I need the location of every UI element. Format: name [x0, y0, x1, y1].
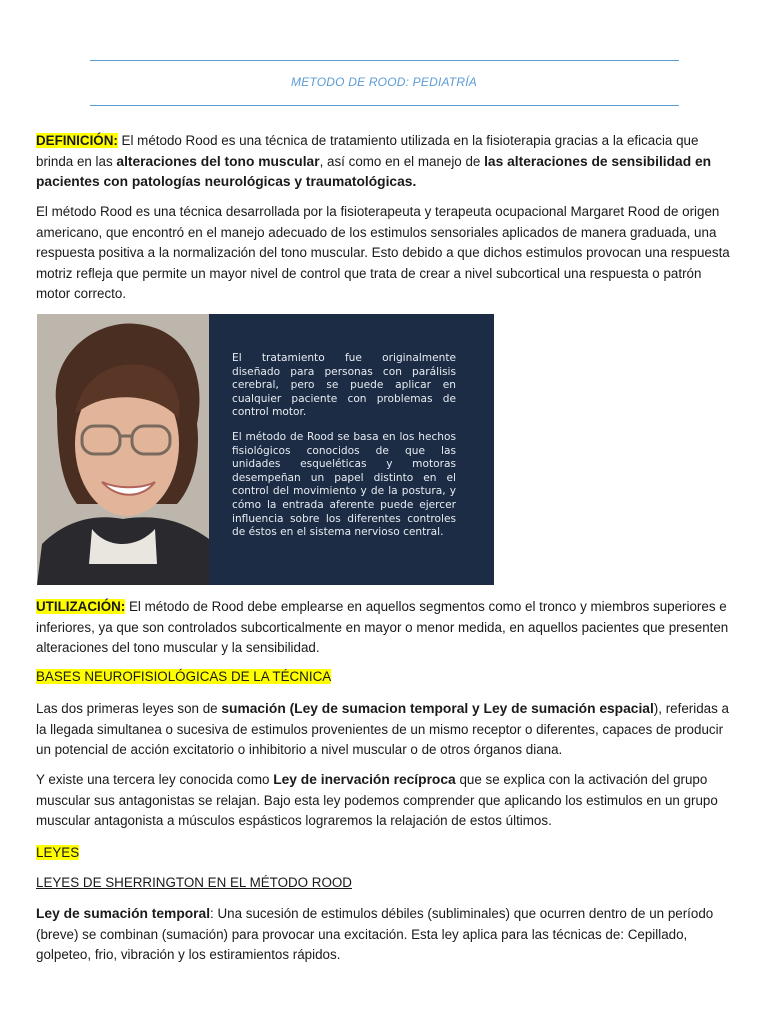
bases-heading-line [36, 667, 736, 688]
temporal-law-text: : Una sucesión de estimulos débiles (subliminales) que ocurren dentro de un período (breve) se combinan (sumación) para provocar una excitación. Esta ley aplica para las técnicas de: Cepillado, golpeteo, frio, vibración y los estiramientos rápidos. [36, 906, 714, 962]
sherrington-heading [36, 873, 736, 894]
utilization-paragraph [36, 597, 736, 659]
temporal-law-label: Ley de sumación temporal [36, 906, 211, 921]
definition-bold-1: alteraciones del tono muscular [116, 153, 320, 169]
bases-p2-text-1: Y existe una tercera ley conocida como [36, 772, 274, 787]
definition-text-2: , así como en el manejo de [319, 153, 485, 169]
sherrington-heading-text: LEYES DE SHERRINGTON EN EL MÉTODO ROOD [36, 875, 352, 890]
rood-info-panel [209, 314, 494, 585]
margaret-rood-portrait [37, 314, 209, 585]
utilization-text: El método de Rood debe emplearse en aquellos segmentos como el tronco y miembros superiores e inferiores, ya que son controlados subcorticalmente en mayor o menor medida, en aquellos pacientes que presenten alteraciones del tono muscular y la sensibilidad. [36, 599, 729, 655]
bases-p1-bold: sumación (Ley de sumacion temporal y Ley de sumación espacial [221, 701, 654, 716]
bases-paragraph-2 [36, 770, 736, 832]
bases-p2-bold: Ley de inervación recíproca [273, 772, 456, 787]
bases-heading: BASES NEUROFISIOLÓGICAS DE LA TÉCNICA [36, 669, 332, 684]
panel-paragraph-2: El método de Rood se basa en los hechos fisiológicos conocidos de que las unidades esqueléticas y motoras desempeñan un papel distinto en el control del movimiento y de la postura, y cómo la entrada aferente puede ejercer influencia sobre los diferentes controles de éstos en el sistema nervioso central. [232, 430, 456, 539]
leyes-heading: LEYES [36, 845, 80, 860]
utilization-label: UTILIZACIÓN: [36, 599, 126, 614]
bases-p2-text-2: que se explica con la activación del grupo muscular sus antagonistas se relajan. Bajo esta ley podemos comprender que aplicando los estimulos en un grupo muscular antagonista a músculos espásticos lograremos la relajación de estos últimos. [36, 772, 718, 828]
panel-paragraph-1: El tratamiento fue originalmente diseñado para personas con parálisis cerebral, pero se puede aplicar en cualquier paciente con problemas de control motor. [232, 352, 456, 419]
origin-paragraph: El método Rood es una técnica desarrollada por la fisioterapeuta y terapeuta ocupacional Margaret Rood de origen americano, que encontró en el manejo adecuado de los estimulos sensoriales aplicados de manera graduada, una respuesta positiva a la normalización del tono muscular. Esto debido a que dichos estimulos provocan una respuesta motriz refleja que permite un mayor nivel de control que trata de crear a nivel subcortical una respuesta o patrón motor correcto. [36, 204, 730, 301]
bases-p1-text-1: Las dos primeras leyes son de [36, 701, 222, 716]
bases-p1-text-2: ), referidas a la llegada simultanea o sucesiva de estimulos provenientes de un mismo receptor o diferentes, capaces de producir un potencial de acción excitatorio o inhibitorio a nivel muscular o de otros órganos diana. [36, 701, 729, 757]
rood-image-figure [37, 314, 494, 585]
page-header-title: METODO DE ROOD: PEDIATRÍA [291, 75, 477, 89]
temporal-law-paragraph [36, 904, 736, 966]
leyes-heading-line [36, 843, 736, 864]
definition-bold-2: las alteraciones de sensibilidad en pacientes con patologías neurológicas y traumatológicas. [36, 153, 712, 189]
definition-text-1: El método Rood es una técnica de tratamiento utilizada en la fisioterapia gracias a la eficacia que brinda en las [36, 133, 699, 169]
bases-paragraph-1 [36, 699, 736, 761]
definition-paragraph [36, 131, 736, 193]
header-rule-bottom [90, 105, 679, 106]
definition-label: DEFINICIÓN: [36, 133, 118, 148]
header-rule-top [90, 60, 679, 61]
